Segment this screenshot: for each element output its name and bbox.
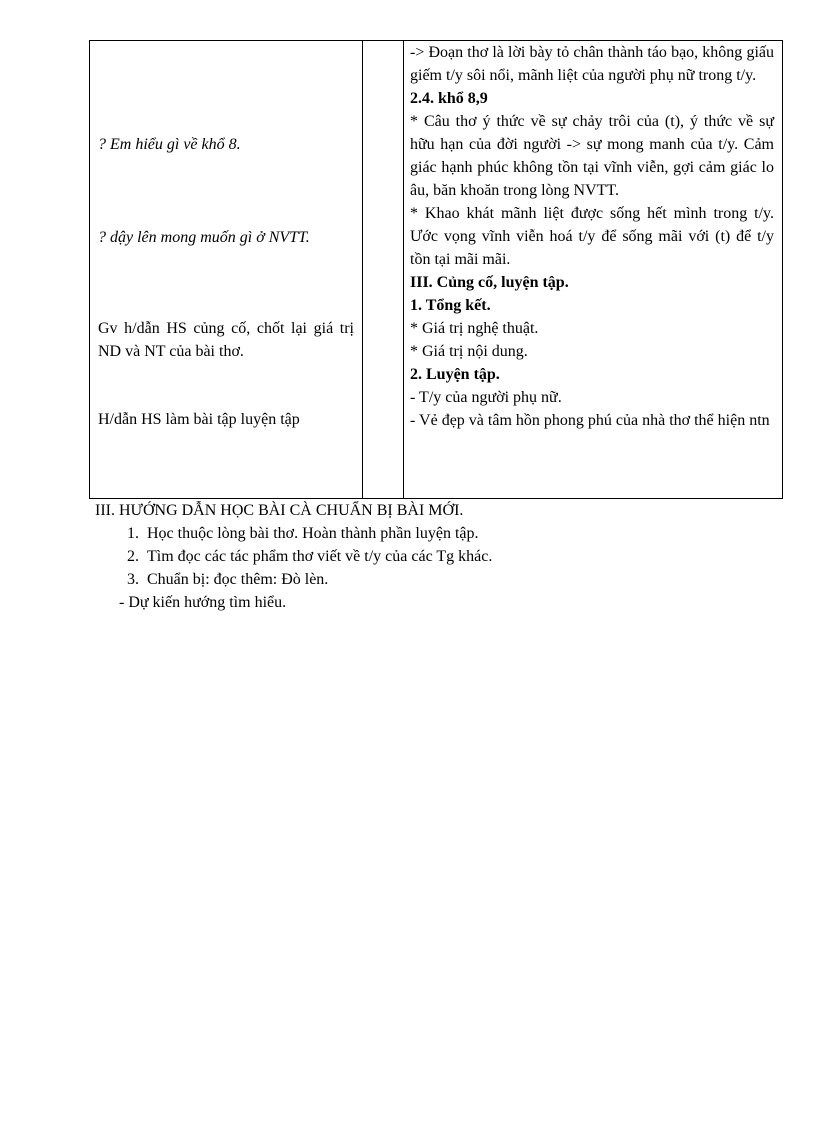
guide-heading: III. HƯỚNG DẪN HỌC BÀI CÀ CHUẨN BỊ BÀI MỚI.: [95, 502, 464, 519]
content-paragraph: * Khao khát mãnh liệt được sống hết mình trong t/y. Ước vọng vĩnh viễn hoá t/y để sống mãi với (t) để t/y tồn tại mãi mãi.: [410, 205, 774, 268]
list-item: 2. Tìm đọc các tác phẩm thơ viết về t/y của các Tg khác.: [143, 545, 775, 568]
guide-list: [95, 522, 775, 591]
lesson-table: [89, 40, 783, 499]
section-heading: 2.4. khổ 8,9: [410, 90, 488, 107]
section-heading: III. Củng cố, luyện tập.: [410, 274, 569, 291]
content-paragraph: -> Đoạn thơ là lời bày tỏ chân thành táo bạo, không giấu giếm t/y sôi nổi, mãnh liệt của người phụ nữ trong t/y.: [410, 44, 774, 84]
list-item: 1. Học thuộc lòng bài thơ. Hoàn thành phần luyện tập.: [143, 522, 775, 545]
teacher-activity-cell: [90, 41, 363, 499]
section-heading: 1. Tổng kết.: [410, 297, 491, 314]
table-row: [90, 41, 783, 499]
content-paragraph: - T/y của người phụ nữ.: [410, 389, 562, 406]
content-paragraph: * Giá trị nghệ thuật.: [410, 320, 539, 337]
section-heading: 2. Luyện tập.: [410, 366, 500, 383]
content-paragraph: - Vẻ đẹp và tâm hồn phong phú của nhà thơ thể hiện ntn: [410, 412, 770, 429]
empty-middle-cell: [363, 41, 404, 499]
content-paragraph: * Giá trị nội dung.: [410, 343, 528, 360]
question-stanza-8: ? Em hiểu gì về khổ 8.: [98, 136, 241, 153]
instruction-consolidate: Gv h/dẫn HS củng cố, chốt lại giá trị ND và NT của bài thơ.: [98, 320, 354, 360]
list-item: 3. Chuẩn bị: đọc thêm: Đò lèn.: [143, 568, 775, 591]
content-cell: [404, 41, 783, 499]
instruction-exercise: H/dẫn HS làm bài tập luyện tập: [98, 411, 300, 428]
content-paragraph: * Câu thơ ý thức về sự chảy trôi của (t), ý thức về sự hữu hạn của đời người -> sự mong manh của t/y. Cảm giác hạnh phúc không tồn tại vĩnh viễn, gợi cảm giác lo âu, băn khoăn trong lòng NVTT.: [410, 113, 774, 199]
question-desire: ? dậy lên mong muốn gì ở NVTT.: [98, 229, 310, 246]
study-guide: [95, 499, 775, 614]
guide-note: - Dự kiến hướng tìm hiểu.: [119, 594, 287, 611]
